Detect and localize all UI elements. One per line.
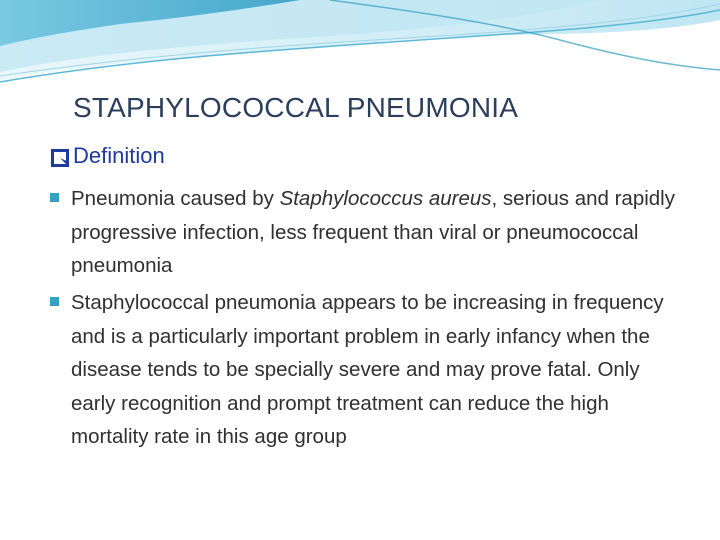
- checkbox-square-icon: [50, 146, 70, 166]
- slide-title: STAPHYLOCOCCAL PNEUMONIA: [73, 92, 519, 123]
- bullet-item-1: [50, 182, 680, 283]
- bullet-1-pre: Pneumonia caused by: [71, 187, 280, 210]
- bullet-text-1: [50, 182, 680, 283]
- bullet-text-2: Staphylococcal pneumonia appears to be increasing in frequency and is a particularly important problem in early infancy when the disease tends to be specially severe and may prove fatal. Only early recognition and prompt treatment can reduce the high mortality rate in this age group: [71, 291, 664, 448]
- subheading: [50, 141, 165, 171]
- bullet-1-post: , serious and rapidly progressive infection, less frequent than viral or pneumococcal pneumonia: [71, 187, 675, 277]
- bullet-item-2: [50, 286, 680, 454]
- square-bullet-icon: [50, 193, 59, 202]
- square-bullet-icon: [50, 297, 59, 306]
- bullet-1-italic: Staphylococcus aureus: [279, 187, 492, 210]
- header-wave-decoration: [0, 0, 720, 90]
- subheading-label: Definition: [73, 143, 165, 168]
